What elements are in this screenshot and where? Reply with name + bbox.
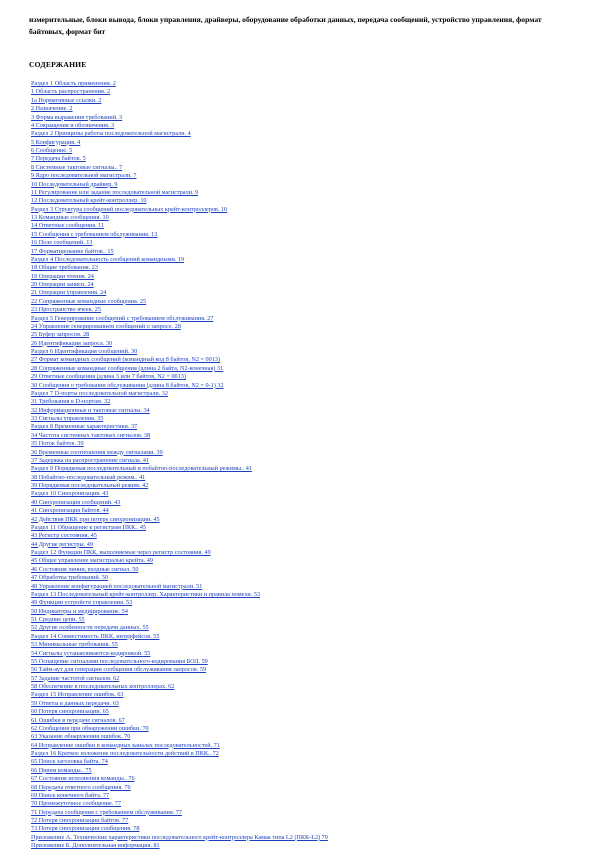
toc-link[interactable]: 70 Промежуточное сообщение. 77: [31, 800, 121, 808]
toc-link[interactable]: 67 Состояния исполнения команды.. 76: [31, 775, 135, 783]
toc-link[interactable]: 58 Обеспечение в последовательных контроллерах. 62: [31, 683, 175, 690]
toc-link[interactable]: Раздел 9 Порядковая последовательный и побайтно-последовательный режимы.. 41: [31, 465, 252, 473]
toc-link[interactable]: 26 Идентификация запроса. 30: [31, 339, 113, 347]
toc-link[interactable]: Раздел 5 Генерирование сообщений с требованием обслуживания. 27: [31, 314, 214, 322]
toc-link[interactable]: Раздел 7 D-порты последовательной магистрали. 32: [31, 389, 168, 397]
keywords-paragraph: измерительные, блоки вывода, блоки управления, драйверы, оборудование обработки данных, передача сообщений, устройство управления, формат байтовых, формат бит: [29, 15, 542, 36]
toc-link[interactable]: 8 Системные тактовые сигналы.. 7: [31, 163, 123, 171]
toc-link[interactable]: 13 Командные сообщения. 10: [31, 214, 109, 221]
toc-link[interactable]: 28 Сопряженные командные сообщения (длина 2 байта, N2-конечная) 31: [31, 364, 224, 372]
toc-link[interactable]: Раздел 15 Исправление ошибок. 63: [31, 691, 124, 699]
toc-link[interactable]: 57 Задание частотой сигналов. 62: [31, 674, 120, 682]
toc-link[interactable]: 32 Информационные и тактовые сигналы. 34: [31, 406, 150, 414]
toc-link[interactable]: Приложение А. Технические характеристики последовательного крейт-контроллера Камак типа L2 (ПКК-L2) 79: [31, 833, 328, 841]
toc-link[interactable]: 38 Побайтно-последовательный режим.. 41: [31, 473, 146, 481]
toc-link[interactable]: 16 Поле сообщений. 13: [31, 239, 93, 247]
toc-link[interactable]: Раздел 14 Совместимость ПКК, интерфейсов. 55: [31, 632, 160, 640]
toc-link[interactable]: 35 Поток байтов. 39: [31, 440, 84, 448]
toc-link[interactable]: 50 Индикаторы и медицирование. 54: [31, 607, 128, 615]
toc-link[interactable]: 63 Указание обнаружения ошибок. 70: [31, 733, 131, 741]
toc-link[interactable]: 23 Пространство ячеек. 25: [31, 306, 101, 314]
toc-link[interactable]: 43 Регистр состояния. 45: [31, 532, 97, 540]
toc-link[interactable]: Раздел 4 Последовательность сообщений командными. 19: [31, 255, 185, 263]
toc-link[interactable]: Раздел 2 Принципы работы последовательной магистрали. 4: [31, 130, 191, 138]
toc-link[interactable]: Приложение Б. Дополнительная информация. 81: [31, 842, 160, 850]
toc-link[interactable]: 52 Другие особенности передачи данных. 55: [31, 624, 149, 632]
toc-link[interactable]: 6 Сообщение. 5: [31, 147, 73, 154]
toc-link[interactable]: Раздел 8 Временные характеристики. 37: [31, 423, 138, 431]
toc-link[interactable]: 19 Операции чтения. 24: [31, 272, 94, 280]
toc-link[interactable]: 2 Назначение. 2: [31, 105, 73, 113]
toc-link[interactable]: 72 Потеря синхронизации байтов. 77: [31, 817, 129, 824]
toc-link[interactable]: 24 Управление генерированием сообщений о запросе. 28: [31, 322, 181, 330]
toc-link[interactable]: 73 Потеря синхронизации сообщения. 78: [31, 825, 140, 833]
toc-link[interactable]: 29 Ответные сообщения (длина 3 или 7 байтов, N2 = 0013): [31, 373, 186, 381]
toc-link[interactable]: 1 Область распространения. 2: [31, 88, 111, 96]
toc-link[interactable]: 49 Функции устройств управления. 53: [31, 599, 133, 607]
table-of-contents: [31, 80, 511, 851]
toc-link[interactable]: 55 Оснащение сигналами последовательного-кодирования БОЛ. 59: [31, 657, 208, 665]
toc-link[interactable]: 64 Исправление ошибки в командных каналах последовательностей. 71: [31, 741, 220, 749]
toc-link[interactable]: 46 Состояния линии, входные сигнал. 50: [31, 565, 139, 573]
toc-link[interactable]: 36 Временные соотношения между сигналами. 39: [31, 448, 163, 456]
toc-link[interactable]: 22 Сопряженные командные сообщения. 25: [31, 297, 147, 305]
toc-link[interactable]: 62 Сообщения при обнаружении ошибки. 70: [31, 724, 149, 732]
toc-link[interactable]: 37 Задержка на распространение сигнала. 41: [31, 456, 150, 464]
toc-link[interactable]: 20 Операции записи. 24: [31, 281, 94, 288]
toc-link[interactable]: 4 Сокращения и обозначения. 3: [31, 121, 115, 129]
toc-link[interactable]: 65 Поиск заголовка байта. 74: [31, 758, 108, 766]
toc-link[interactable]: 59 Ответы в данных передачи. 63: [31, 699, 119, 707]
toc-link[interactable]: 10 Последовательный драйвер. 9: [31, 180, 118, 188]
toc-link[interactable]: 41 Синхронизация байтов. 44: [31, 507, 109, 515]
toc-link[interactable]: Раздел 10 Синхронизация. 43: [31, 490, 109, 498]
toc-link[interactable]: 7 Передача байтов. 5: [31, 155, 86, 163]
toc-link[interactable]: 44 Другие регистры. 49: [31, 540, 93, 548]
toc-link[interactable]: 11 Регулирование или задание последовательной магистрали. 9: [31, 188, 199, 196]
toc-link[interactable]: 3 Форма выражения требований. 3: [31, 113, 123, 121]
toc-link[interactable]: Раздел 1 Область применения. 2: [31, 80, 116, 87]
toc-link[interactable]: 51 Средние цепи. 55: [31, 616, 85, 623]
toc-link[interactable]: Раздел 3 Структура сообщений последовательных крейт-контроллеров. 10: [31, 205, 228, 213]
toc-link[interactable]: 27 Формат командных сообщений (командный код 8 байтов, N2 = 0013): [31, 356, 220, 364]
toc-link[interactable]: 68 Передача ответного сообщения. 76: [31, 783, 131, 791]
toc-link[interactable]: 21 Операции управления. 24: [31, 289, 107, 297]
toc-link[interactable]: 30 Сообщения о требовании обслуживания (длина 8 байтов, N2 = 0-1) 32: [31, 381, 224, 389]
toc-link[interactable]: 39 Порядковая последовательный режим. 42: [31, 482, 149, 489]
toc-link[interactable]: 31 Требования к D-портам. 32: [31, 398, 111, 406]
toc-link[interactable]: 1а Нормативные ссылки. 2: [31, 96, 102, 104]
toc-link[interactable]: Раздел 16 Краткое изложение последовательности действий в ПКК.. 72: [31, 750, 219, 757]
toc-link[interactable]: 71 Передача сообщения с требованием обслуживания. 77: [31, 808, 182, 816]
toc-link[interactable]: 42 Действия ПКК при потере синхронизации. 45: [31, 515, 160, 523]
toc-link[interactable]: 66 Прием команды.. 75: [31, 766, 92, 774]
toc-heading: СОДЕРЖАНИЕ: [29, 60, 87, 69]
toc-link[interactable]: 40 Синхронизация сообщений. 43: [31, 498, 121, 506]
toc-link[interactable]: 53 Минимальные требования. 55: [31, 641, 118, 649]
toc-link[interactable]: Раздел 6 Идентификация сообщений. 30: [31, 348, 138, 355]
toc-link[interactable]: 69 Поиск конечного байта. 77: [31, 791, 110, 799]
toc-link[interactable]: 14 Ответные сообщения. 11: [31, 222, 105, 230]
toc-link[interactable]: 25 Буфер запросов. 28: [31, 331, 90, 339]
toc-link[interactable]: Раздел 12 Функции ПКК, выполняемые через регистр состояния. 49: [31, 549, 211, 556]
toc-link[interactable]: Раздел 11 Обращение к регистрам ПКК.. 45: [31, 523, 147, 531]
toc-link[interactable]: 61 Ошибки в передаче сигналов. 67: [31, 716, 125, 724]
toc-link[interactable]: 48 Управление конфигурацией последовательной магистрали. 51: [31, 582, 203, 590]
toc-link[interactable]: 15 Сообщения с требованием обслуживания. 13: [31, 230, 158, 238]
toc-link[interactable]: 12 Последовательный крейт-контроллер. 10: [31, 197, 147, 205]
toc-link[interactable]: Раздел 13 Последовательный крейт-контроллер. Характеристики и правила помехи. 53: [31, 590, 261, 598]
toc-link[interactable]: 54 Сигналы устанавливаются-кодировкой. 55: [31, 649, 151, 657]
toc-link[interactable]: 9 Ядро последовательной магистрали. 7: [31, 172, 137, 180]
toc-link[interactable]: 60 Потеря синхронизации. 65: [31, 708, 109, 716]
toc-link[interactable]: 18 Общие требования. 23: [31, 264, 98, 272]
toc-link[interactable]: 17 Форматирование байтов.. 15: [31, 247, 114, 255]
toc-link[interactable]: 5 Конфигурация. 4: [31, 138, 81, 146]
toc-link[interactable]: 45 Общее управление магистралью крейта. 49: [31, 557, 153, 565]
toc-link[interactable]: 56 Тайм-аут для генерации сообщения обслуживания запросов. 59: [31, 666, 207, 674]
toc-link[interactable]: 34 Частота системных тактовых сигналов. 38: [31, 431, 151, 439]
toc-link[interactable]: 33 Сигналы управления. 35: [31, 415, 104, 422]
toc-link[interactable]: 47 Обработка требований. 50: [31, 574, 108, 582]
